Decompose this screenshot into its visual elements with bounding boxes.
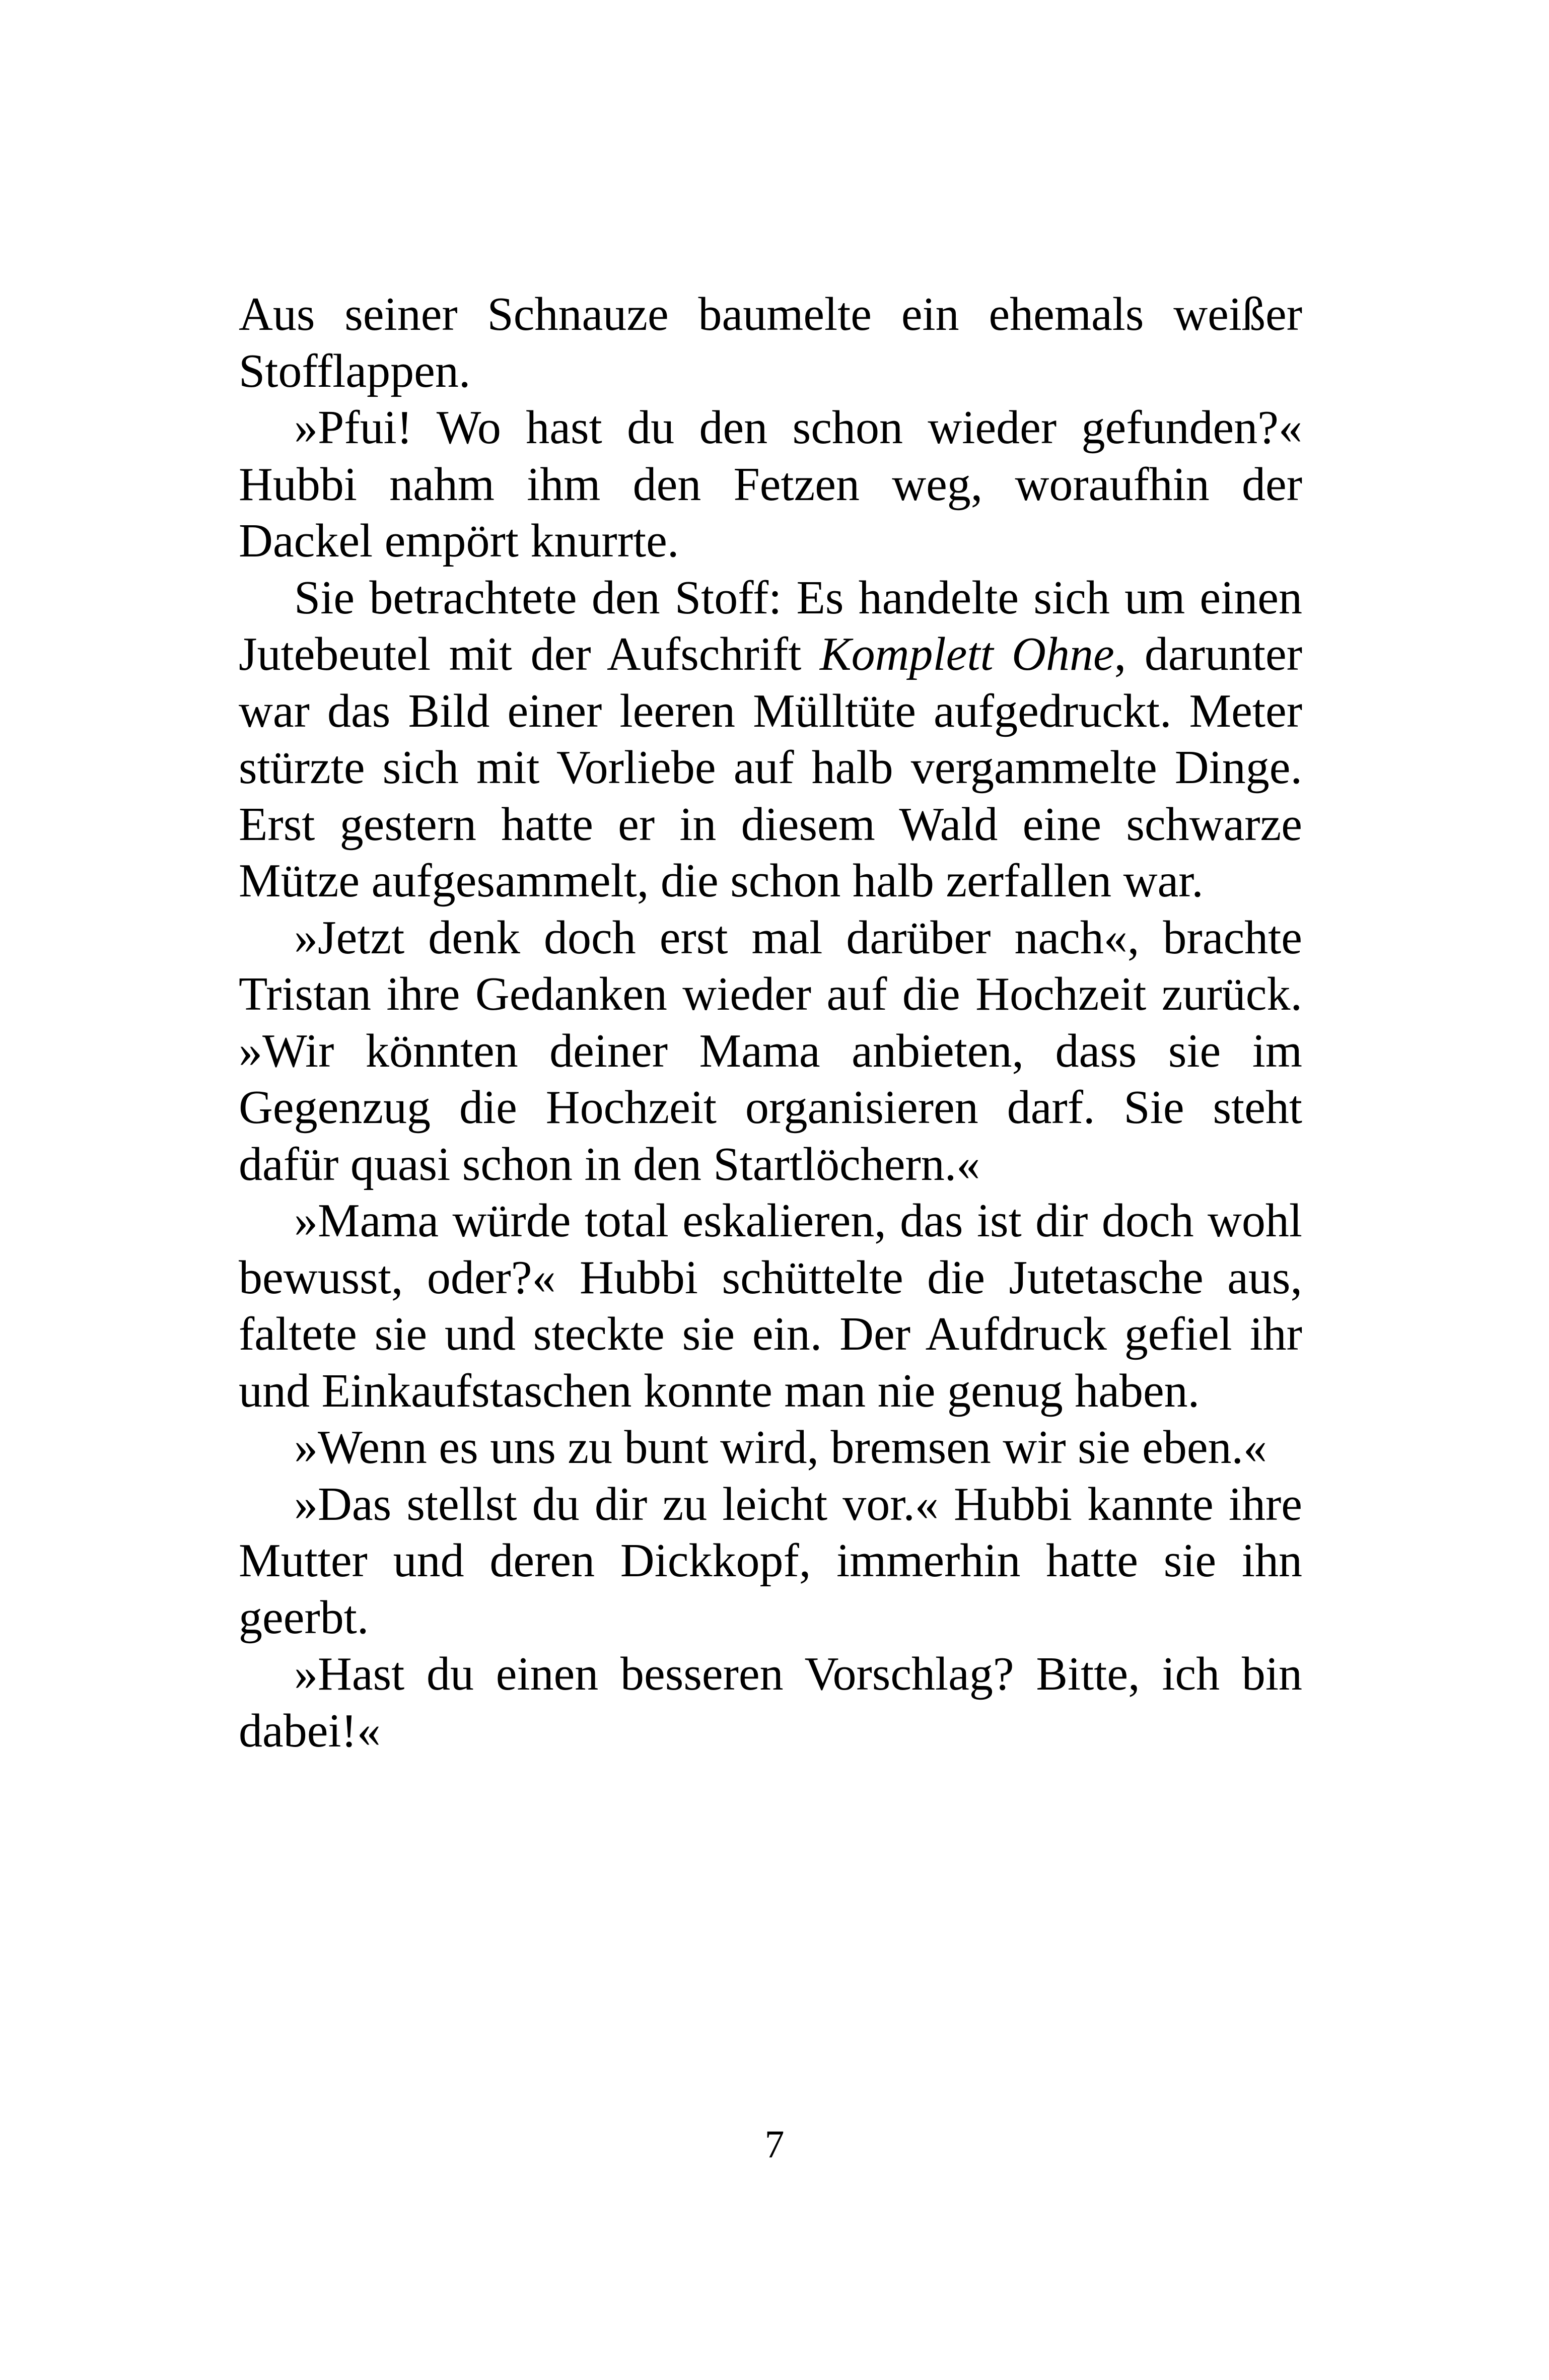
page-body-text: [239, 286, 1302, 1759]
paragraph-text: »Hast du einen besseren Vorschlag? Bitte, ich bin dabei!«: [239, 1648, 1302, 1757]
paragraph-text: »Wenn es uns zu bunt wird, bremsen wir sie eben.«: [294, 1421, 1268, 1474]
paragraph: [239, 570, 1302, 909]
paragraph-text: Aus seiner Schnauze baumelte ein ehemals weißer Stofflappen.: [239, 288, 1302, 397]
paragraph: [239, 399, 1302, 570]
paragraph-text: »Jetzt denk doch erst mal darüber nach«, brachte Tristan ihre Gedanken wieder auf die Hochzeit zurück. »Wir könnten deiner Mama anbieten, dass sie im Gegenzug die Hochzeit organisieren darf. Sie steht dafür quasi schon in den Startlöchern.«: [239, 911, 1302, 1191]
italic-text: Komplett Ohne: [819, 628, 1114, 680]
paragraph: [239, 1646, 1302, 1759]
paragraph: [239, 1476, 1302, 1646]
paragraph: [239, 286, 1302, 399]
paragraph-text: »Mama würde total eskalieren, das ist dir doch wohl bewusst, oder?« Hubbi schüttelte die Jutetasche aus, faltete sie und steckte sie ein. Der Aufdruck gefiel ihr und Einkaufstaschen konnte man nie genug haben.: [239, 1195, 1302, 1417]
paragraph-text: »Pfui! Wo hast du den schon wieder gefunden?« Hubbi nahm ihm den Fetzen weg, woraufhin der Dackel empört knurrte.: [239, 401, 1302, 567]
page-number: 7: [764, 2122, 785, 2166]
paragraph-text: , darunter war das Bild einer leeren Mülltüte aufgedruckt. Meter stürzte sich mit Vorliebe auf halb vergammelte Dinge. Erst gestern hatte er in diesem Wald eine schwarze Mütze aufgesammelt, die schon halb zerfallen war.: [239, 628, 1303, 907]
paragraph: [239, 909, 1302, 1193]
paragraph: [239, 1419, 1302, 1476]
paragraph: [239, 1193, 1302, 1419]
paragraph-text: Sie betrachtete den Stoff: Es handelte sich um einen Jutebeutel mit der Aufschrift: [239, 571, 1302, 680]
paragraph-text: »Das stellst du dir zu leicht vor.« Hubbi kannte ihre Mutter und deren Dickkopf, immerhin hatte sie ihn geerbt.: [239, 1478, 1302, 1644]
